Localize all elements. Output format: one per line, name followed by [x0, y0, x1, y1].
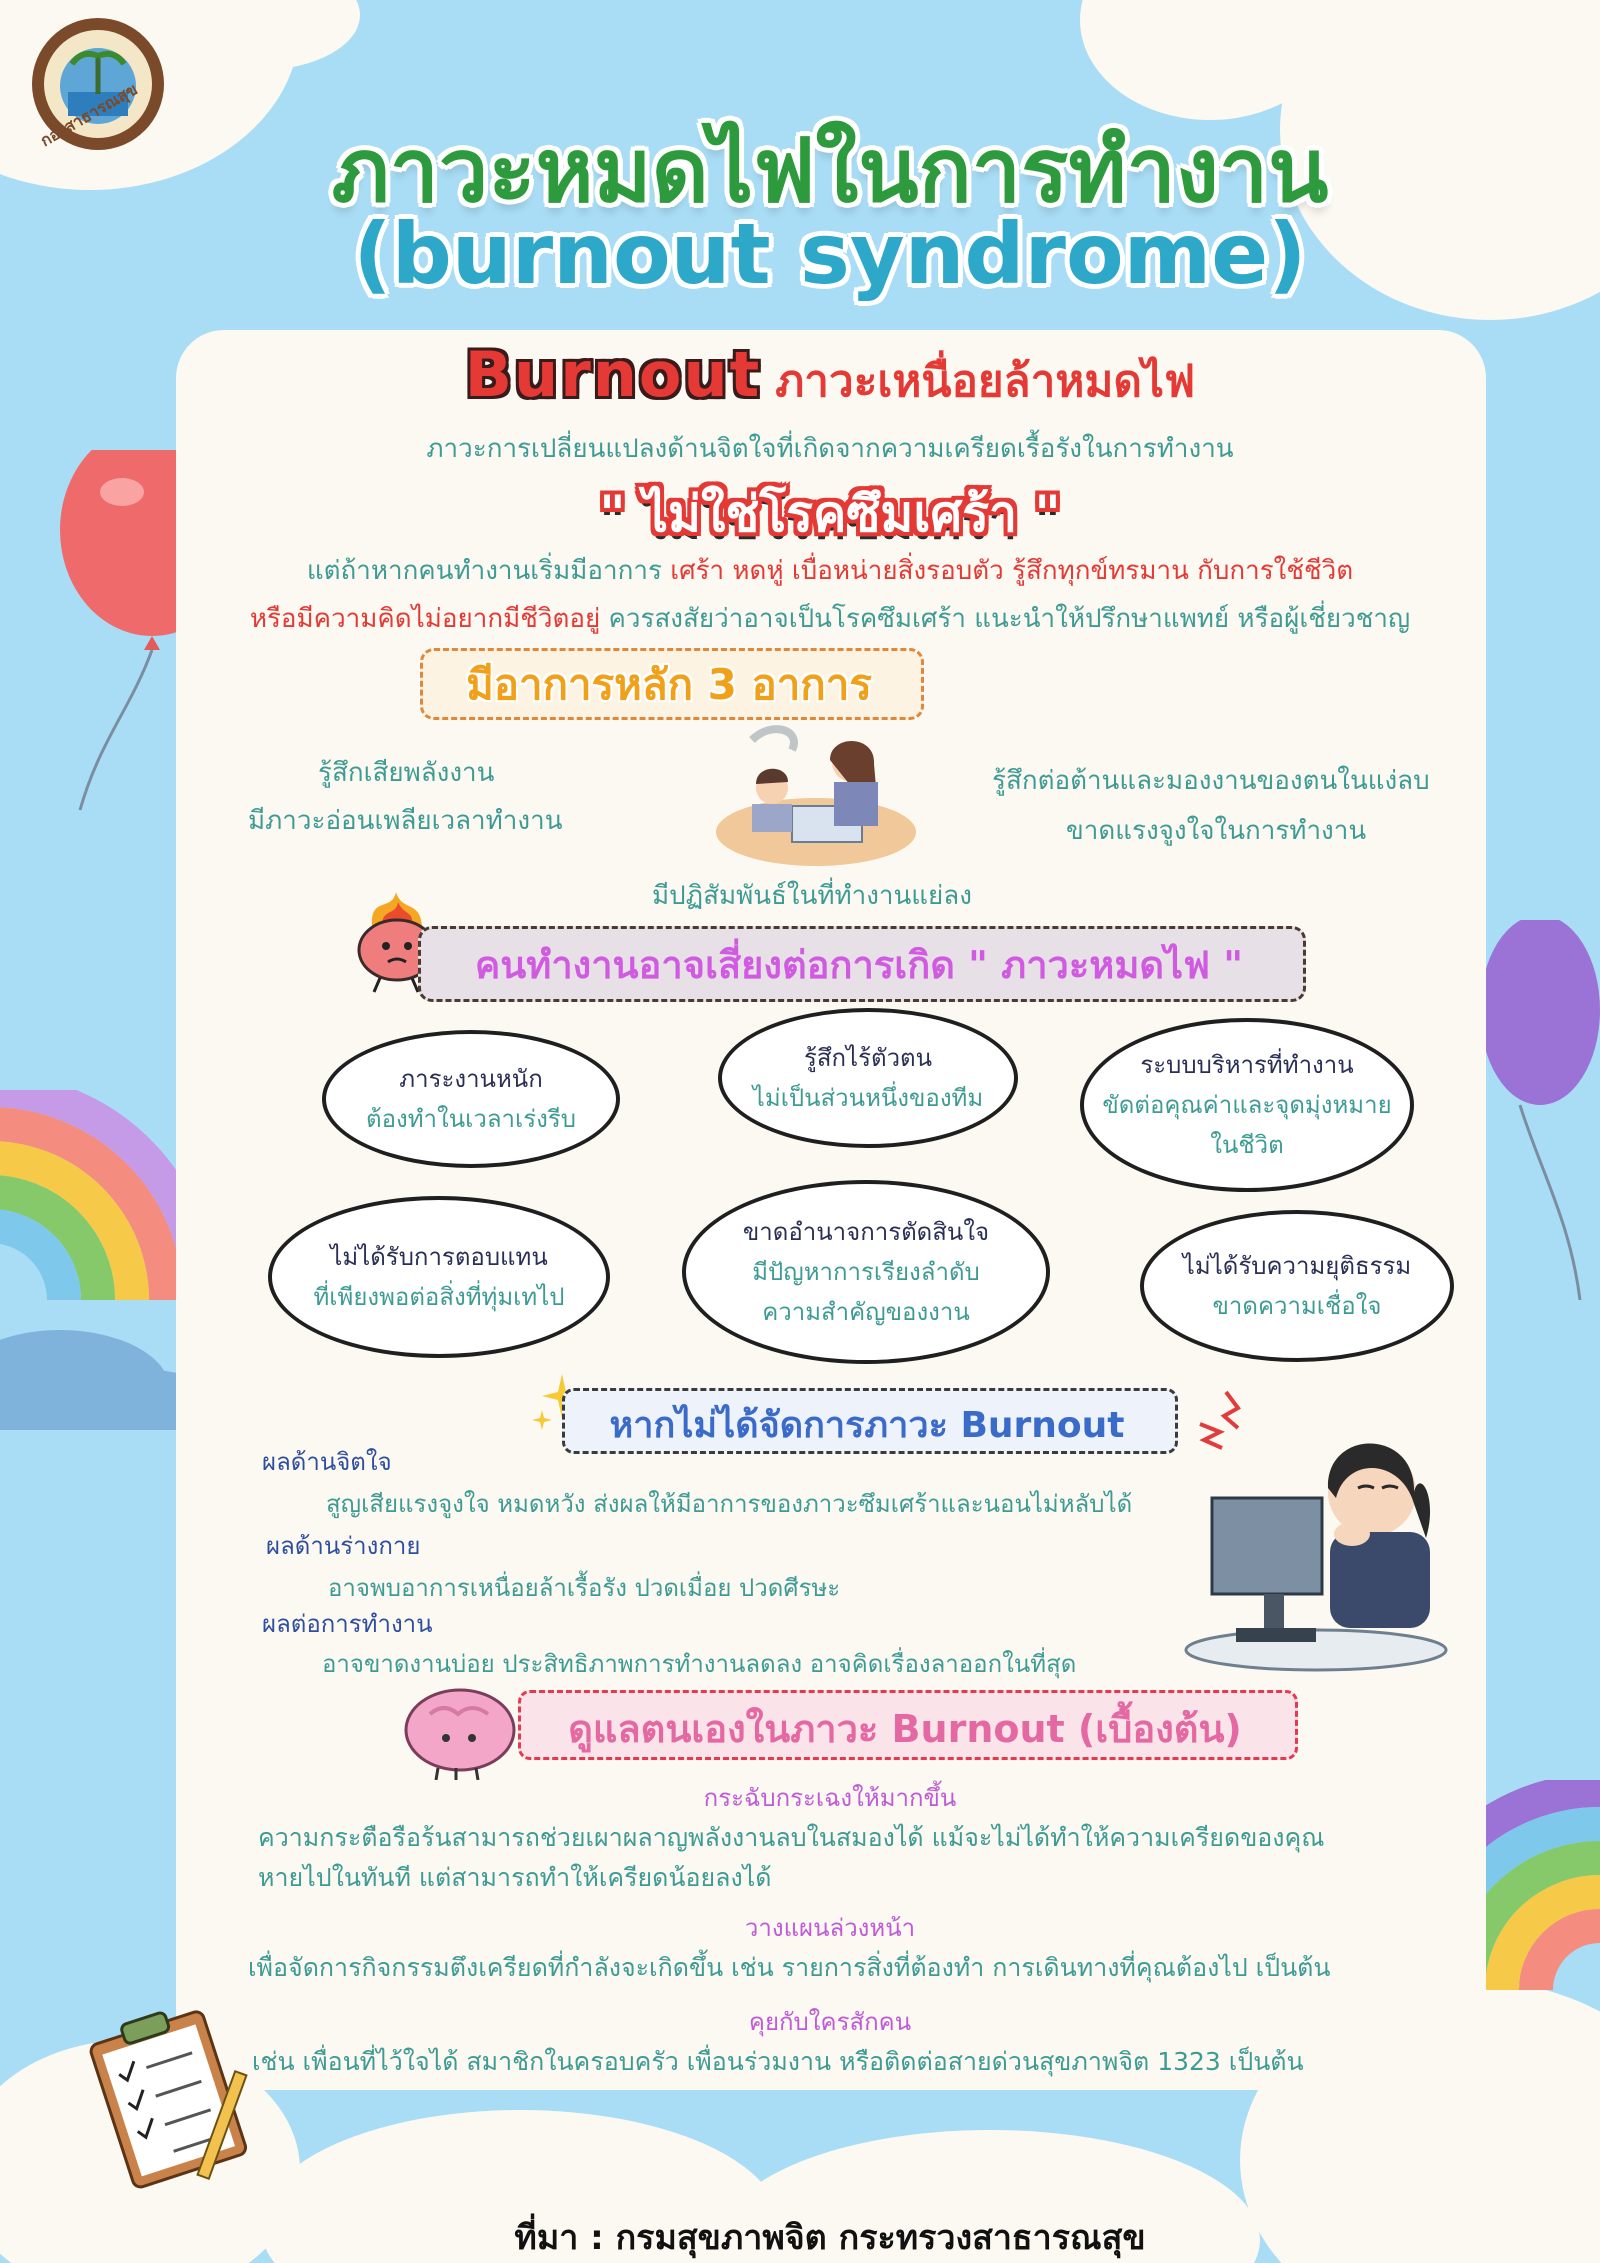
checklist-clipboard-icon	[84, 2000, 254, 2190]
risk-bubble-head: ระบบบริหารที่ทำงาน	[1140, 1051, 1354, 1079]
effect-head: ผลต่อการทำงาน	[262, 1610, 433, 1638]
care-item-text-2: หายไปในทันที แต่สามารถทำให้เครียดน้อยลงได้	[258, 1863, 772, 1892]
warning-line-2	[100, 598, 1560, 639]
risk-bubble-sub-2: ความสำคัญของงาน	[762, 1298, 970, 1326]
symptom-right-2: ขาดแรงจูงใจในการทำงาน	[1066, 816, 1367, 846]
risk-bubble-sub: ไม่เป็นส่วนหนึ่งของทีม	[752, 1084, 984, 1112]
symptom-right-1: รู้สึกต่อต้านและมองงานของตนในแง่ลบ	[992, 766, 1430, 796]
risk-title: คนทำงานอาจเสี่ยงต่อการเกิด " ภาวะหมดไฟ "	[474, 943, 1244, 987]
risk-bubble-head: ไม่ได้รับความยุติธรรม	[1182, 1252, 1412, 1280]
symptoms-title: มีอาการหลัก 3 อาการ	[466, 660, 872, 709]
care-item-text: เพื่อจัดการกิจกรรมตึงเครียดที่กำลังจะเกิดขึ้น เช่น รายการสิ่งที่ต้องทำ การเดินทางที่คุณต้องไป เป็นต้น	[248, 1953, 1331, 1982]
effect-text: อาจพบอาการเหนื่อยล้าเรื้อรัง ปวดเมื่อย ปวดศีรษะ	[328, 1574, 841, 1602]
title-line-2: (burnout syndrome)	[353, 205, 1307, 303]
balloon-purple-icon	[1480, 920, 1600, 1320]
symptom-left-2: มีภาวะอ่อนเพลียเวลาทำงาน	[248, 806, 563, 836]
burnout-word: Burnout	[464, 338, 762, 411]
risk-bubble-sub-2: ในชีวิต	[1210, 1131, 1284, 1159]
risk-bubble-sub: ขัดต่อคุณค่าและจุดมุ่งหมาย	[1102, 1091, 1392, 1119]
risk-bubble-head: ไม่ได้รับการตอบแทน	[330, 1243, 548, 1271]
not-depression-banner: " ไม่ใช่โรคซึมเศร้า "	[599, 485, 1061, 543]
burnout-thai: ภาวะเหนื่อยล้าหมดไฟ	[775, 356, 1196, 407]
stressed-worker-illustration-icon	[1176, 1388, 1476, 1688]
warning-text-2a: หรือมีความคิดไม่อยากมีชีวิตอยู่	[249, 604, 601, 634]
risk-bubble-head: รู้สึกไร้ตัวตน	[803, 1044, 933, 1072]
symptom-bottom: มีปฏิสัมพันธ์ในที่ทำงานแย่ลง	[652, 881, 972, 911]
risk-bubble-sub: ขาดความเชื่อใจ	[1212, 1292, 1382, 1320]
care-item-text: เช่น เพื่อนที่ไว้ใจได้ สมาชิกในครอบครัว เพื่อนร่วมงาน หรือติดต่อสายด่วนสุขภาพจิต 1323 เป็นต้น	[252, 2047, 1304, 2076]
risk-bubble-head: ภาระงานหนัก	[399, 1065, 543, 1093]
manage-title: หากไม่ได้จัดการภาวะ Burnout	[609, 1405, 1125, 1446]
effect-head: ผลด้านจิตใจ	[262, 1448, 392, 1476]
risk-bubble-sub: มีปัญหาการเรียงลำดับ	[752, 1258, 980, 1286]
risk-bubble	[1140, 1210, 1454, 1362]
organization-logo	[28, 14, 168, 154]
symptom-left-1: รู้สึกเสียพลังงาน	[318, 758, 495, 788]
definition-text: ภาวะการเปลี่ยนแปลงด้านจิตใจที่เกิดจากความเครียดเรื้อรังในการทำงาน	[426, 434, 1234, 464]
risk-bubble-sub: ต้องทำในเวลาเร่งรีบ	[366, 1105, 576, 1133]
care-item-head: วางแผนล่วงหน้า	[744, 1914, 916, 1942]
warning-text-1a: แต่ถ้าหากคนทำงานเริ่มมีอาการ	[306, 556, 671, 586]
care-item-text: ความกระตือรือร้นสามารถช่วยเผาผลาญพลังงานลบในสมองได้ แม้จะไม่ได้ทำให้ความเครียดของคุณ	[258, 1823, 1325, 1852]
warning-text-1b: เศร้า หดหู่ เบื่อหน่ายสิ่งรอบตัว รู้สึกทุกข์ทรมาน กับการใช้ชีวิต	[670, 556, 1354, 586]
source-credit: ที่มา : กรมสุขภาพจิต กระทรวงสาธารณสุข	[514, 2218, 1146, 2258]
risk-bubble-sub: ที่เพียงพอต่อสิ่งที่ทุ่มเทไป	[313, 1283, 565, 1311]
risk-bubble	[268, 1196, 610, 1358]
effect-text: อาจขาดงานบ่อย ประสิทธิภาพการทำงานลดลง อาจคิดเรื่องลาออกในที่สุด	[322, 1650, 1077, 1678]
effect-text: สูญเสียแรงจูงใจ หมดหวัง ส่งผลให้มีอาการของภาวะซึมเศร้าและนอนไม่หลับได้	[326, 1490, 1133, 1518]
risk-bubble-head: ขาดอำนาจการตัดสินใจ	[742, 1218, 990, 1246]
title-line-1: ภาวะหมดไฟในการทำงาน	[331, 119, 1329, 222]
care-item-head: คุยกับใครสักคน	[748, 2008, 912, 2036]
risk-bubble	[322, 1030, 620, 1168]
sad-brain-icon	[400, 1684, 520, 1780]
burnout-heading	[180, 338, 1480, 416]
care-title: ดูแลตนเองในภาวะ Burnout (เบื้องต้น)	[568, 1707, 1242, 1751]
warning-text-2b: ควรสงสัยว่าอาจเป็นโรคซึมเศร้า แนะนำให้ปรึกษาแพทย์ หรือผู้เชี่ยวชาญ	[600, 604, 1411, 634]
risk-bubble	[1080, 1018, 1414, 1192]
risk-bubble	[718, 1008, 1018, 1148]
effect-head: ผลด้านร่างกาย	[266, 1532, 421, 1560]
logo-caption: กองสาธารณสุข	[37, 79, 141, 151]
warning-line-1	[120, 550, 1540, 591]
risk-bubble	[682, 1180, 1050, 1364]
tired-workers-illustration-icon	[712, 720, 920, 868]
care-item-head: กระฉับกระเฉงให้มากขึ้น	[703, 1784, 957, 1812]
